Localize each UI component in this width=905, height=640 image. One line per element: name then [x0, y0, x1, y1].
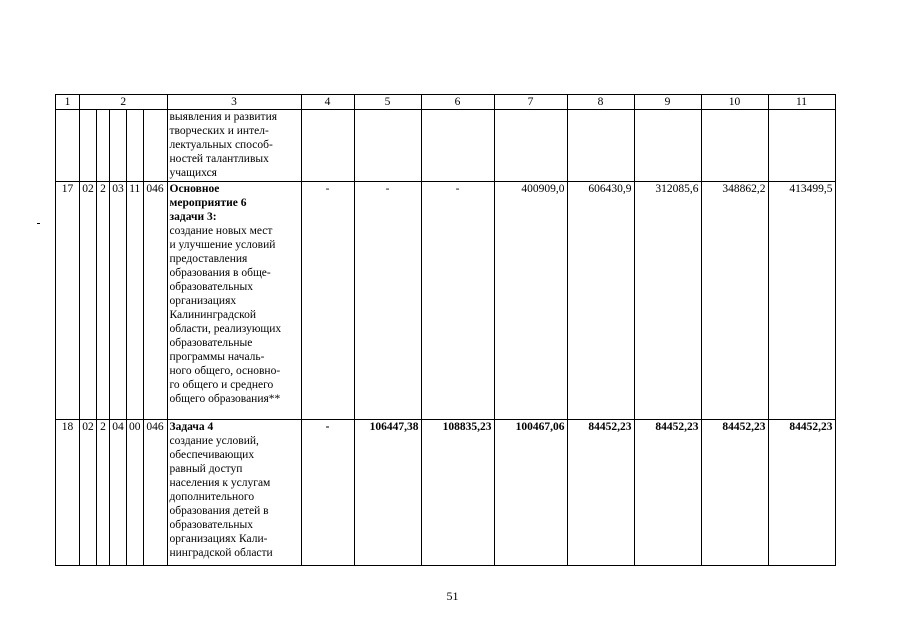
- description-line: равный доступ: [169, 463, 243, 475]
- table-row: [56, 420, 836, 566]
- description-line: образовательных: [169, 519, 254, 531]
- value-cell: 84452,23: [701, 420, 768, 566]
- description-line: образования детей в: [169, 505, 269, 517]
- code-cell: 2: [97, 420, 110, 566]
- description-line: го общего и среднего: [169, 379, 274, 391]
- header-cell: 7: [494, 95, 567, 110]
- value-cell: [768, 110, 835, 182]
- code-cell: [110, 110, 127, 182]
- header-cell: 11: [768, 95, 835, 110]
- header-cell: 5: [354, 95, 421, 110]
- code-cell: [80, 110, 97, 182]
- description-line: дополнительного: [169, 491, 255, 503]
- description-line: обеспечивающих: [169, 449, 255, 461]
- code-cell: 2: [97, 182, 110, 420]
- header-cell: 10: [701, 95, 768, 110]
- value-cell: [421, 110, 494, 182]
- activity-title: мероприятие 6: [169, 197, 247, 209]
- code-cell: 11: [127, 182, 144, 420]
- value-cell: -: [301, 420, 354, 566]
- header-cell: 4: [301, 95, 354, 110]
- code-cell: [143, 110, 167, 182]
- description-line: творческих и интел-: [169, 125, 269, 137]
- value-cell: 84452,23: [768, 420, 835, 566]
- value-cell: 348862,2: [701, 182, 768, 420]
- value-cell: 84452,23: [567, 420, 634, 566]
- code-cell: 00: [127, 420, 144, 566]
- description-line: программы началь-: [169, 351, 265, 363]
- value-cell: 84452,23: [634, 420, 701, 566]
- row-number-cell: 18: [56, 420, 80, 566]
- row-number-cell: 17: [56, 182, 80, 420]
- header-cell: 9: [634, 95, 701, 110]
- description-line: образования в обще-: [169, 267, 271, 279]
- table-row: [56, 110, 836, 182]
- description-line: и улучшение условий: [169, 239, 276, 251]
- description-cell: [167, 182, 301, 420]
- value-cell: 106447,38: [354, 420, 421, 566]
- description-line: организациях: [169, 295, 237, 307]
- code-cell: 02: [80, 182, 97, 420]
- task-title: Задача 4: [169, 421, 214, 433]
- value-cell: 100467,06: [494, 420, 567, 566]
- description-cell: [167, 110, 301, 182]
- description-line: населения к услугам: [169, 477, 271, 489]
- description-line: ного общего, основно-: [169, 365, 281, 377]
- code-cell: 046: [143, 420, 167, 566]
- description-line: организациях Кали-: [169, 533, 268, 545]
- description-line: создание условий,: [169, 435, 259, 447]
- value-cell: 606430,9: [567, 182, 634, 420]
- description-line: ностей талантливых: [169, 153, 269, 165]
- value-cell: [567, 110, 634, 182]
- value-cell: [634, 110, 701, 182]
- description-cell: [167, 420, 301, 566]
- code-cell: 046: [143, 182, 167, 420]
- activity-title: Основное: [169, 183, 220, 195]
- description-line: нинградской области: [169, 547, 273, 559]
- description-line: образовательных: [169, 281, 254, 293]
- code-cell: 02: [80, 420, 97, 566]
- description-line: создание новых мест: [169, 225, 273, 237]
- row-number-cell: [56, 110, 80, 182]
- header-cell: 8: [567, 95, 634, 110]
- header-cell: 3: [167, 95, 301, 110]
- description-line: лектуальных способ-: [169, 139, 273, 151]
- code-cell: [127, 110, 144, 182]
- value-cell: -: [301, 182, 354, 420]
- table-header-row: [56, 95, 836, 110]
- description-line: учащихся: [169, 167, 217, 179]
- header-cell: 1: [56, 95, 80, 110]
- value-cell: -: [354, 182, 421, 420]
- margin-mark: [37, 223, 40, 224]
- table-row: [56, 182, 836, 420]
- code-cell: 04: [110, 420, 127, 566]
- description-line: области, реализующих: [169, 323, 282, 335]
- budget-table: [55, 94, 836, 566]
- value-cell: [494, 110, 567, 182]
- value-cell: [354, 110, 421, 182]
- value-cell: 312085,6: [634, 182, 701, 420]
- description-line: образовательные: [169, 337, 253, 349]
- description-line: выявления и развития: [169, 111, 278, 123]
- value-cell: 400909,0: [494, 182, 567, 420]
- description-line: предоставления: [169, 253, 248, 265]
- page-number: 51: [446, 589, 459, 603]
- header-cell: 2: [80, 95, 168, 110]
- value-cell: 413499,5: [768, 182, 835, 420]
- value-cell: 108835,23: [421, 420, 494, 566]
- description-line: Калининградской: [169, 309, 257, 321]
- activity-title: задачи 3:: [169, 211, 217, 223]
- header-cell: 6: [421, 95, 494, 110]
- code-cell: [97, 110, 110, 182]
- description-line: общего образования**: [169, 393, 281, 405]
- value-cell: [301, 110, 354, 182]
- code-cell: 03: [110, 182, 127, 420]
- value-cell: [701, 110, 768, 182]
- value-cell: -: [421, 182, 494, 420]
